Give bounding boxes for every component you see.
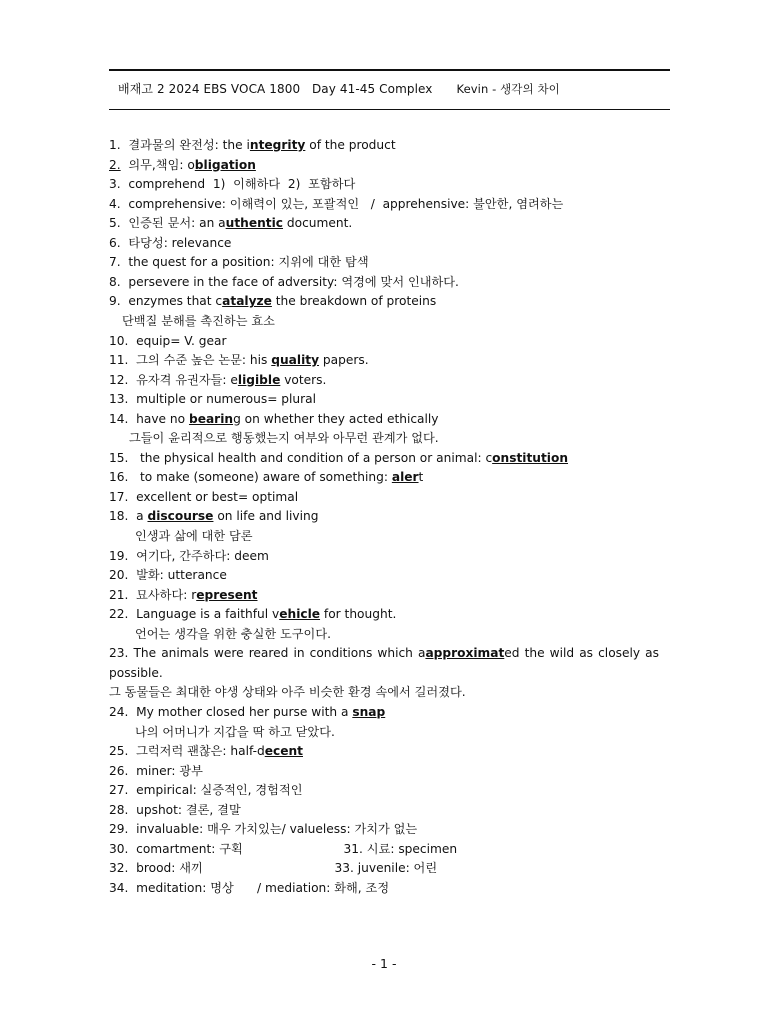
list-text: 8. persevere in the face of adversity: 역경에 맞서 인내하다. xyxy=(109,274,459,289)
list-word: the xyxy=(524,646,545,661)
list-item xyxy=(109,664,163,682)
key-term: approximat xyxy=(425,646,505,661)
list-item xyxy=(109,253,369,271)
list-item xyxy=(109,351,369,369)
list-item xyxy=(109,292,436,310)
list-word: as xyxy=(645,646,659,661)
key-term: ecent xyxy=(264,744,303,759)
list-text: 32. brood: 새끼 33. juvenile: 어린 xyxy=(109,861,438,876)
list-item xyxy=(109,703,385,721)
list-item xyxy=(135,625,331,643)
list-text: possible. xyxy=(109,665,163,680)
list-text: 1. 결과물의 완전성: the i xyxy=(109,138,250,152)
list-item xyxy=(109,762,203,780)
list-text: 의무,책임: o xyxy=(120,157,195,172)
list-text: 30. comartment: 구획 31. 시료: specimen xyxy=(109,841,458,856)
key-term: ehicle xyxy=(279,607,321,622)
key-term: bligation xyxy=(194,157,256,172)
header-rule-bottom xyxy=(109,109,670,110)
list-item xyxy=(109,175,355,193)
list-word: The xyxy=(133,646,157,661)
list-text: 11. 그의 수준 높은 논문: his xyxy=(109,353,272,368)
list-text: 7. the quest for a position: 지위에 대한 탐색 xyxy=(109,255,369,270)
key-term: bearin xyxy=(188,411,234,426)
list-text: 9. enzymes that c xyxy=(109,294,223,309)
list-text: 6. 타당성: relevance xyxy=(109,235,232,250)
list-text: 언어는 생각을 위한 충실한 도구이다. xyxy=(135,626,331,641)
key-term: ntegrity xyxy=(249,138,306,152)
list-item xyxy=(109,156,256,174)
list-text: 29. invaluable: 매우 가치있는/ valueless: 가치가 없는 xyxy=(109,822,418,837)
list-item xyxy=(109,840,457,858)
list-item xyxy=(135,527,253,545)
list-item xyxy=(109,214,352,232)
list-item xyxy=(109,566,227,584)
list-text: g on whether they acted ethically xyxy=(233,411,439,426)
list-word: were xyxy=(213,646,244,661)
list-text: 13. multiple or numerous= plural xyxy=(109,392,317,407)
list-text: 3. comprehend 1) 이해하다 2) 포함하다 xyxy=(109,177,356,192)
list-word: closely xyxy=(598,646,641,661)
list-text: ed xyxy=(504,646,520,661)
list-text: 28. upshot: 결론, 결말 xyxy=(109,802,241,817)
list-text: voters. xyxy=(280,372,327,387)
list-item xyxy=(109,468,423,486)
list-item xyxy=(109,859,437,877)
list-text: 나의 어머니가 지갑을 딱 하고 닫았다. xyxy=(135,724,335,739)
list-item xyxy=(109,449,568,467)
list-text: 5. 인증된 문서: an a xyxy=(109,216,226,231)
list-text: 16. to make (someone) aware of something: xyxy=(109,470,392,485)
list-word xyxy=(418,644,520,662)
list-text: 27. empirical: 실증적인, 경험적인 xyxy=(109,783,303,798)
list-text: 20. 발화: utterance xyxy=(109,568,227,583)
list-text: 17. excellent or best= optimal xyxy=(109,489,299,504)
list-text: 그 동물들은 최대한 야생 상태와 아주 비슷한 환경 속에서 길러졌다. xyxy=(109,685,466,700)
list-item xyxy=(129,429,439,447)
list-text: papers. xyxy=(319,353,369,368)
list-text: of the product xyxy=(305,138,396,152)
page-number: - 1 - xyxy=(371,956,397,971)
document-title: 배재고 2 2024 EBS VOCA 1800 Day 41-45 Complex xyxy=(118,82,433,96)
list-text: document. xyxy=(283,216,353,231)
list-item xyxy=(109,234,231,252)
list-text: 26. miner: 광부 xyxy=(109,763,203,778)
list-item xyxy=(109,273,459,291)
list-text: 34. meditation: 명상 / mediation: 화해, 조정 xyxy=(109,880,390,895)
list-word: conditions xyxy=(309,646,373,661)
list-item xyxy=(109,547,269,565)
list-text: 24. My mother closed her purse with a xyxy=(109,704,353,719)
key-term: atalyze xyxy=(222,294,272,309)
list-text: 2. xyxy=(109,157,121,172)
list-text: 15. the physical health and condition of a person or animal: c xyxy=(109,450,493,465)
key-term: discourse xyxy=(147,509,214,524)
list-text: 14. have no xyxy=(109,411,189,426)
list-word: animals xyxy=(161,646,209,661)
document-author: Kevin - 생각의 차이 xyxy=(456,82,560,96)
document-header xyxy=(118,80,560,97)
key-term: snap xyxy=(352,704,386,719)
list-item xyxy=(109,820,417,838)
list-text: 4. comprehensive: 이해력이 있는, 포괄적인 / apprehensive: 불안한, 염려하는 xyxy=(109,196,564,211)
key-term: aler xyxy=(391,470,419,485)
list-text: a xyxy=(417,646,426,661)
list-word: in xyxy=(293,646,305,661)
list-text: 21. 묘사하다: r xyxy=(109,587,197,602)
list-item xyxy=(109,371,326,389)
list-word: which xyxy=(377,646,413,661)
list-text: 그들이 윤리적으로 행동했는지 여부와 아무런 관계가 없다. xyxy=(129,431,439,446)
list-text: for thought. xyxy=(320,607,397,622)
key-term: ligible xyxy=(237,372,281,387)
key-term: uthentic xyxy=(225,216,283,231)
list-item xyxy=(109,195,563,213)
list-item xyxy=(109,644,659,662)
key-term: epresent xyxy=(196,587,258,602)
list-text: 인생과 삶에 대한 담론 xyxy=(135,529,253,543)
list-item xyxy=(109,879,389,897)
list-item xyxy=(122,312,275,330)
list-item xyxy=(135,723,335,741)
list-text: on life and living xyxy=(213,509,319,524)
list-item xyxy=(109,136,396,154)
list-text: 25. 그럭저럭 괜찮은: half-d xyxy=(109,744,265,759)
list-item xyxy=(109,410,439,428)
list-text: 19. 여기다, 간주하다: deem xyxy=(109,548,269,563)
list-item xyxy=(109,781,303,799)
list-text: 22. Language is a faithful v xyxy=(109,607,280,622)
list-item xyxy=(109,488,298,506)
list-text: 10. equip= V. gear xyxy=(109,333,227,348)
list-item xyxy=(109,683,466,701)
key-term: quality xyxy=(271,353,320,368)
list-text: the breakdown of proteins xyxy=(271,294,437,309)
list-word: reared xyxy=(248,646,289,661)
list-item xyxy=(109,605,396,623)
key-term: onstitution xyxy=(492,450,569,465)
list-text: 단백질 분해를 촉진하는 효소 xyxy=(122,313,275,328)
list-item xyxy=(109,801,241,819)
list-word: 23. xyxy=(109,646,129,661)
list-text: 18. a xyxy=(109,509,148,524)
list-text: 12. 유자격 유권자들: e xyxy=(109,372,238,387)
list-item xyxy=(109,332,227,350)
list-item xyxy=(109,507,318,525)
list-word: as xyxy=(579,646,594,661)
list-item xyxy=(109,390,316,408)
list-item xyxy=(109,742,303,760)
list-item xyxy=(109,586,258,604)
list-text: t xyxy=(418,470,424,485)
header-rule-top xyxy=(109,69,670,71)
list-word: wild xyxy=(549,646,575,661)
